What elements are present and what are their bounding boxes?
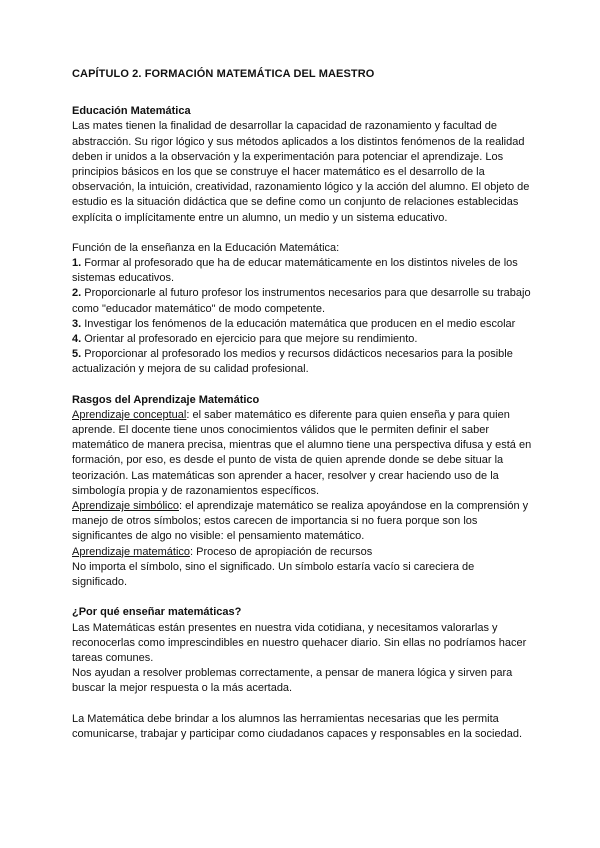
list-text: Investigar los fenómenos de la educación matemática que producen en el medio escolar	[81, 317, 516, 330]
conceptual-text: : el saber matemático es diferente para quien enseña y para quien aprende. El docente tiene unos conocimientos válidos que le permiten definir el saber matemático de manera precisa, mientras que el alumno tiene una perspectiva difusa y está en formación, por eso, es desde el punto de vista de quien aprende donde se debe situar la teorización. Las matemáticas son aprender a hacer, resolver y crear haciendo uso de la simbología propia y de razonamientos específicos.	[72, 408, 532, 497]
term-aprendizaje-conceptual: Aprendizaje conceptual	[72, 408, 187, 421]
paragraph-aprendizaje-simbolico	[72, 499, 532, 545]
simbolico-text: : el aprendizaje matemático se realiza apoyándose en la comprensión y manejo de otros símbolos; estos carecen de importancia si no fuera porque son los significantes de algo no visible: el pensamiento matemático.	[72, 500, 529, 543]
spacer	[72, 378, 532, 393]
term-aprendizaje-simbolico: Aprendizaje simbólico	[72, 500, 179, 513]
list-text: Proporcionar al profesorado los medios y recursos didácticos necesarios para la posible actualización y mejora de su calidad profesional.	[72, 348, 513, 376]
matematico-text: : Proceso de apropiación de recursos	[190, 545, 373, 558]
funcion-list	[72, 256, 532, 378]
chapter-title: CAPÍTULO 2. FORMACIÓN MATEMÁTICA DEL MAESTRO	[72, 68, 375, 80]
spacer	[72, 697, 532, 712]
spacer	[72, 82, 532, 104]
list-item	[72, 347, 532, 377]
heading-rasgos: Rasgos del Aprendizaje Matemático	[72, 393, 260, 406]
term-aprendizaje-matematico: Aprendizaje matemático	[72, 545, 191, 558]
list-item	[72, 286, 532, 316]
paragraph-porque-1: Las Matemáticas están presentes en nuestra vida cotidiana, y necesitamos valorarlas y reconocerlas como imprescindibles en nuestro quehacer diario. Sin ellas no podríamos hacer tareas comunes.	[72, 621, 527, 664]
list-number: 1.	[72, 257, 82, 270]
document-page	[72, 67, 532, 742]
list-number: 2.	[72, 287, 82, 300]
paragraph-educacion-body: Las mates tienen la finalidad de desarrollar la capacidad de razonamiento y facultad de abstracción. Su rigor lógico y sus métodos aplicados a los distintos fenómenos de la realidad deben ir unidos a la observación y la experimentación para potenciar el aprendizaje. Los principios básicos en los que se construye el hacer matemático es el desarrollo de la observación, la intuición, creatividad, razonamiento lógico y la acción del alumno. El objeto de estudio es la situación didáctica que se define como un conjunto de relaciones establecidas explícita o implícitamente entre un alumno, un medio y un sistema educativo.	[72, 120, 530, 224]
list-number: 4.	[72, 333, 82, 346]
list-number: 5.	[72, 348, 82, 361]
paragraph-porque-2: Nos ayudan a resolver problemas correctamente, a pensar de manera lógica y sirven para buscar la mejor respuesta o la más acertada.	[72, 667, 513, 695]
paragraph-aprendizaje-matematico	[72, 545, 532, 560]
list-text: Formar al profesorado que ha de educar matemáticamente en los distintos niveles de los sistemas educativos.	[72, 257, 518, 285]
list-text: Proporcionarle al futuro profesor los instrumentos necesarios para que desarrolle su trabajo como "educador matemático" de modo competente.	[72, 287, 531, 315]
spacer	[72, 590, 532, 605]
paragraph-rasgos-closing: No importa el símbolo, sino el significado. Un símbolo estaría vacío si careciera de significado.	[72, 560, 475, 589]
paragraph-porque-3: La Matemática debe brindar a los alumnos las herramientas necesarias que les permita comunicarse, trabajar y participar como ciudadanos capaces y responsables en la sociedad.	[72, 712, 523, 740]
list-item	[72, 256, 532, 286]
list-item	[72, 317, 532, 332]
paragraph-funcion-intro: Función de la enseñanza en la Educación Matemática:	[72, 241, 340, 254]
heading-por-que: ¿Por qué enseñar matemáticas?	[72, 606, 242, 619]
heading-educacion-matematica: Educación Matemática	[72, 105, 191, 118]
list-text: Orientar al profesorado en ejercicio para que mejore su rendimiento.	[81, 333, 418, 346]
spacer	[72, 226, 532, 241]
list-item	[72, 332, 532, 347]
list-number: 3.	[72, 317, 82, 330]
paragraph-aprendizaje-conceptual	[72, 408, 532, 499]
